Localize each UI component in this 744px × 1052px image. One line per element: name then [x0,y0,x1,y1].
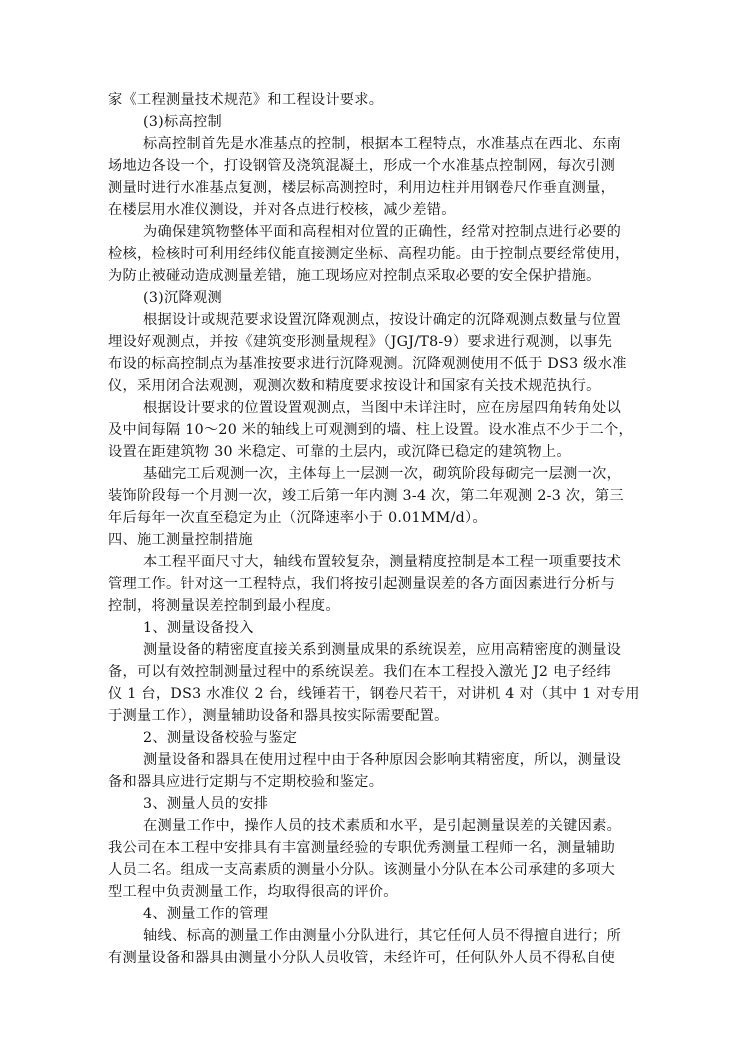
text-line: 控制，将测量误差控制到最小程度。 [108,598,340,614]
text-line: 根据设计要求的位置设置观测点，当图中未详注时，应在房屋四角转角处以 [143,400,622,416]
text-line: 在测量工作中，操作人员的技术素质和水平，是引起测量误差的关键因素。 [143,818,622,834]
text-line: 标高控制首先是水准基点的控制，根据本工程特点，水准基点在西北、东南 [143,136,622,152]
text-line: 测量设备的精密度直接关系到测量成果的系统误差，应用高精密度的测量设 [143,642,622,658]
text-line: 装饰阶段每一个月测一次，竣工后第一年内测 3-4 次，第二年观测 2-3 次，第三 [108,488,624,504]
subheading-elevation-control: (3)标高控制 [143,114,222,130]
text-line: 仪 1 台，DS3 水准仪 2 台，线锤若干，钢卷尺若干，对讲机 4 对（其中 1 对专用 [108,686,640,702]
text-line: 设置在距建筑物 30 米稳定、可靠的土层内，或沉降已稳定的建筑物上。 [108,444,571,460]
text-line: 场地边各设一个，打设钢管及浇筑混凝土，形成一个水准基点控制网，每次引测 [108,158,616,174]
text-line: 在楼层用水准仪测设，并对各点进行校核，减少差错。 [108,202,456,218]
text-line: 备，可以有效控制测量过程中的系统误差。我们在本工程投入激光 J2 电子经纬 [108,664,612,680]
text-line: 及中间每隔 10～20 米的轴线上可观测到的墙、柱上设置。设水准点不少于二个， [108,422,634,438]
text-line: 基础完工后观测一次，主体每上一层测一次，砌筑阶段每砌完一层测一次， [143,466,622,482]
text-line: 为确保建筑物整体平面和高程相对位置的正确性，经常对控制点进行必要的 [143,224,622,240]
text-line: 有测量设备和器具由测量小分队人员收管，未经许可，任何队外人员不得私自使 [108,950,616,966]
text-line: 人员二名。组成一支高素质的测量小分队。该测量小分队在本公司承建的多项大 [108,862,616,878]
text-line: 根据设计或规范要求设置沉降观测点，按设计确定的沉降观测点数量与位置 [143,312,622,328]
text-line: 家《工程测量技术规范》和工程设计要求。 [108,92,384,108]
text-line: 轴线、标高的测量工作由测量小分队进行，其它任何人员不得擅自进行；所 [143,928,622,944]
text-line: 管理工作。针对这一工程特点，我们将按引起测量误差的各方面因素进行分析与 [108,576,616,592]
text-line: 仪，采用闭合法观测，观测次数和精度要求按设计和国家有关技术规范执行。 [108,378,601,394]
text-line: 于测量工作），测量辅助设备和器具按实际需要配置。 [108,708,449,724]
text-line: 本工程平面尺寸大，轴线布置较复杂，测量精度控制是本工程一项重要技术 [143,554,622,570]
subheading-personnel: 3、测量人员的安排 [143,796,269,812]
subheading-equipment-calibration: 2、测量设备校验与鉴定 [143,730,298,746]
subheading-settlement-observation: (3)沉降观测 [143,290,222,306]
text-line: 测量时进行水准基点复测，楼层标高测控时，利用边柱并用钢卷尺作垂直测量， [108,180,616,196]
text-line: 埋设好观测点，并按《建筑变形测量规程》（JGJ/T8-9）要求进行观测，以事先 [108,334,613,350]
subheading-equipment-input: 1、测量设备投入 [143,620,254,636]
text-line: 型工程中负责测量工作，均取得很高的评价。 [108,884,398,900]
text-line: 我公司在本工程中安排具有丰富测量经验的专职优秀测量工程师一名，测量辅助 [108,840,616,856]
text-line: 年后每年一次直至稳定为止（沉降速率小于 0.01MM/d）。 [108,510,487,526]
section-heading-measurement-control: 四、施工测量控制措施 [108,532,253,548]
text-line: 测量设备和器具在使用过程中由于各种原因会影响其精密度，所以，测量设 [143,752,622,768]
text-line: 为防止被碰动造成测量差错，施工现场应对控制点采取必要的安全保护措施。 [108,268,601,284]
subheading-management: 4、测量工作的管理 [143,906,269,922]
text-line: 布设的标高控制点为基准按要求进行沉降观测。沉降观测使用不低于 DS3 级水准 [108,356,627,372]
text-line: 备和器具应进行定期与不定期校验和鉴定。 [108,774,384,790]
text-line: 检核，检核时可利用经纬仪能直接测定坐标、高程功能。由于控制点要经常使用， [108,246,630,262]
